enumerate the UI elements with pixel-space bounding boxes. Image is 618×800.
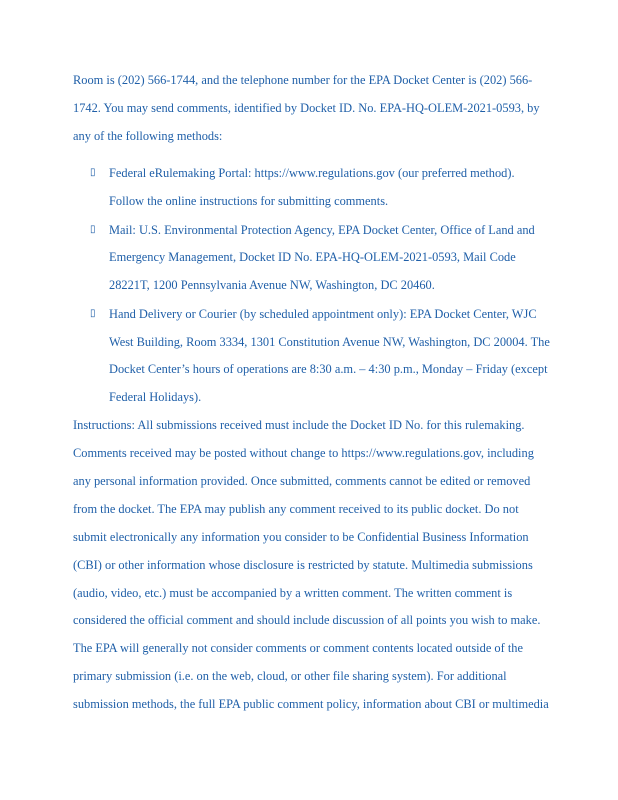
bullet-marker: ▯ [90,167,96,178]
instructions-line: submission methods, the full EPA public comment policy, information about CBI or multimedia [73,697,549,711]
instructions-line: submit electronically any information you consider to be Confidential Business Information [73,530,529,544]
instructions-line: The EPA will generally not consider comments or comment contents located outside of the [73,641,523,655]
bullet-marker: ▯ [90,224,96,235]
instructions-line: primary submission (i.e. on the web, cloud, or other file sharing system). For additional [73,669,507,683]
bullet-line: Mail: U.S. Environmental Protection Agency, EPA Docket Center, Office of Land and [109,223,535,237]
instructions-line: (audio, video, etc.) must be accompanied by a written comment. The written comment is [73,586,513,600]
instructions-line: from the docket. The EPA may publish any comment received to its public docket. Do not [73,502,519,516]
instructions-line: any personal information provided. Once submitted, comments cannot be edited or removed [73,474,531,488]
bullet-line: West Building, Room 3334, 1301 Constitution Avenue NW, Washington, DC 20004. The [109,335,550,349]
bullet-line: 28221T, 1200 Pennsylvania Avenue NW, Washington, DC 20460. [109,278,435,292]
instructions-line: considered the official comment and should include discussion of all points you wish to make. [73,613,541,627]
bullet-line: Docket Center’s hours of operations are 8:30 a.m. – 4:30 p.m., Monday – Friday (except [109,362,548,376]
instructions-line: Comments received may be posted without change to https://www.regulations.gov, including [73,446,534,460]
bullet-line: Emergency Management, Docket ID No. EPA-HQ-OLEM-2021-0593, Mail Code [109,250,516,264]
bullet-line: Federal Holidays). [109,390,202,404]
intro-line: Room is (202) 566-1744, and the telephone number for the EPA Docket Center is (202) 566- [73,73,533,87]
bullet-line: Hand Delivery or Courier (by scheduled appointment only): EPA Docket Center, WJC [109,307,537,321]
bullet-line: Follow the online instructions for submitting comments. [109,194,389,208]
intro-line: any of the following methods: [73,129,223,143]
instructions-line: (CBI) or other information whose disclosure is restricted by statute. Multimedia submissions [73,558,533,572]
bullet-line: Federal eRulemaking Portal: https://www.regulations.gov (our preferred method). [109,166,515,180]
instructions-line: Instructions: All submissions received must include the Docket ID No. for this rulemaking. [73,418,525,432]
bullet-marker: ▯ [90,308,96,319]
intro-line: 1742. You may send comments, identified by Docket ID. No. EPA-HQ-OLEM-2021-0593, by [73,101,540,115]
